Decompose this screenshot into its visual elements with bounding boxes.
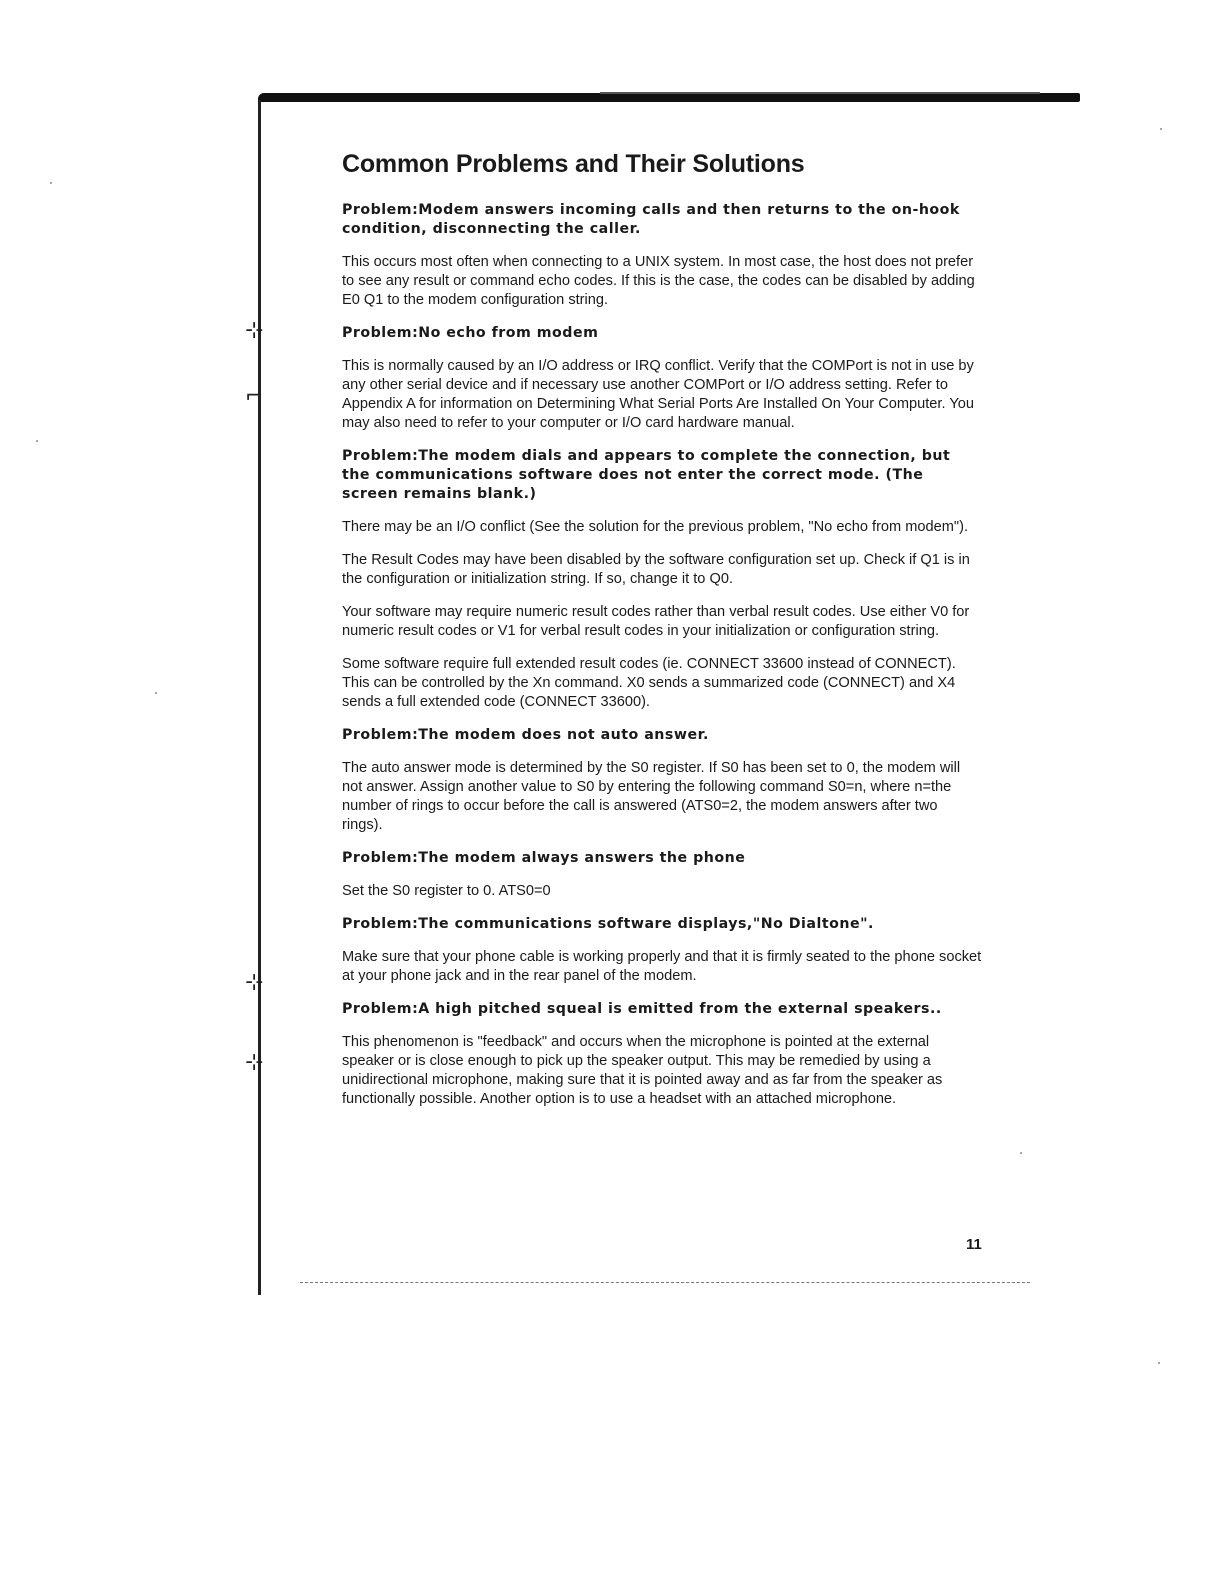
header-rule [258, 93, 1080, 102]
page-number: 11 [966, 1236, 982, 1253]
binder-hole-mark-icon: ⊹ [245, 1050, 264, 1075]
problem-heading: Problem:A high pitched squeal is emitted from the external speakers.. [342, 1001, 942, 1017]
page-title: Common Problems and Their Solutions [342, 150, 805, 178]
footer-rule [300, 1282, 1030, 1283]
scan-speck [1158, 1362, 1160, 1364]
scan-speck [36, 440, 38, 442]
problem-section [342, 324, 982, 433]
problem-heading: Problem:No echo from modem [342, 325, 599, 341]
problem-section [342, 849, 982, 901]
solution-paragraph: This phenomenon is "feedback" and occurs when the microphone is pointed at the external speaker or is close enough to pick up the speaker output. This may be remedied by using a unidirectional microphone, making sure that it is pointed away and as far from the speaker as functionally possible. Another option is to use a headset with an attached microphone. [342, 1034, 943, 1107]
solution-paragraph: This occurs most often when connecting to a UNIX system. In most case, the host does not prefer to see any result or command echo codes. If this is the case, the codes can be disabled by adding E0 Q1 to the modem configuration string. [342, 254, 975, 308]
binding-rule [258, 100, 261, 1295]
scan-speck [155, 692, 157, 694]
scan-speck [1020, 1152, 1022, 1154]
binder-hole-mark-icon: ⌐ [245, 384, 264, 409]
problem-heading: Problem:The communications software displays,"No Dialtone". [342, 916, 874, 932]
binder-hole-mark-icon: ⊹ [245, 318, 264, 343]
solution-paragraph: There may be an I/O conflict (See the solution for the previous problem, "No echo from modem"). [342, 519, 969, 535]
problem-section [342, 447, 982, 712]
solution-paragraph: This is normally caused by an I/O address or IRQ conflict. Verify that the COMPort is not in use by any other serial device and if necessary use another COMPort or I/O address setting. Refer to Appendix A for information on Determining What Serial Ports Are Installed On Your Computer. You may also need to refer to your computer or I/O card hardware manual. [342, 358, 974, 431]
problem-heading: Problem:The modem dials and appears to complete the connection, but the communications software does not enter the correct mode. (The screen remains blank.) [342, 448, 951, 502]
solution-paragraph: The auto answer mode is determined by the S0 register. If S0 has been set to 0, the modem will not answer. Assign another value to S0 by entering the following command S0=n, where n=the number of rings to occur before the call is answered (ATS0=2, the modem answers after two rings). [342, 760, 961, 833]
problem-section [342, 1000, 982, 1109]
problem-section [342, 201, 982, 310]
binder-hole-mark-icon: ⊹ [245, 970, 264, 995]
header-rule-thin [600, 92, 1040, 94]
page-body [342, 150, 982, 1123]
problem-section [342, 726, 982, 835]
solution-paragraph: Your software may require numeric result codes rather than verbal result codes. Use either V0 for numeric result codes or V1 for verbal result codes in your initialization or configuration string. [342, 604, 970, 639]
scan-speck [1160, 128, 1162, 130]
solution-paragraph: Set the S0 register to 0. ATS0=0 [342, 883, 551, 899]
solution-paragraph: Make sure that your phone cable is working properly and that it is firmly seated to the phone socket at your phone jack and in the rear panel of the modem. [342, 949, 982, 984]
problem-heading: Problem:The modem does not auto answer. [342, 727, 709, 743]
solution-paragraph: The Result Codes may have been disabled by the software configuration set up. Check if Q1 is in the configuration or initialization string. If so, change it to Q0. [342, 552, 970, 587]
problem-heading: Problem:The modem always answers the phone [342, 850, 746, 866]
solution-paragraph: Some software require full extended result codes (ie. CONNECT 33600 instead of CONNECT). This can be controlled by the Xn command. X0 sends a summarized code (CONNECT) and X4 sends a full extended code (CONNECT 33600). [342, 656, 956, 710]
scan-speck [50, 182, 52, 184]
problem-heading: Problem:Modem answers incoming calls and then returns to the on-hook condition, disconnecting the caller. [342, 202, 960, 237]
problem-section [342, 915, 982, 986]
